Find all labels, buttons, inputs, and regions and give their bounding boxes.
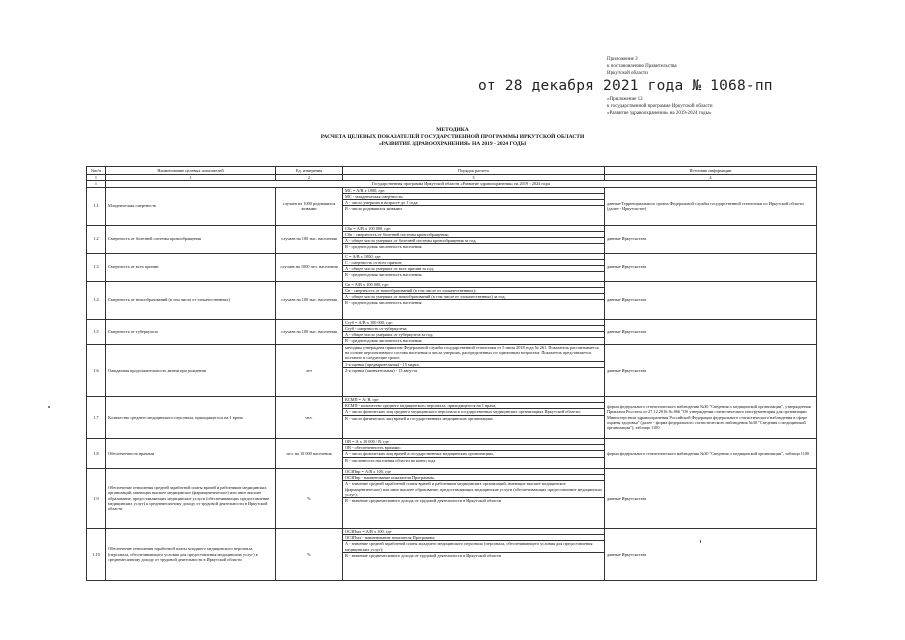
number-cell: 3 <box>343 175 605 181</box>
calc-cell <box>343 281 605 319</box>
table-row <box>87 438 817 468</box>
decree-date: от 28 декабря 2021 года № 1068-пп <box>478 78 773 94</box>
calc-line: методика утверждена приказом Федеральной службы государственной статистики от 5 июля 2018 года № 261. Показатель рассчитывается на основе перспективного состава населения и числа умерших, распределенных по одиночным возрастам. Показатель представляется поэтапно в следующие сроки: <box>345 344 599 361</box>
calc-line: В - среднегодовая численность населения <box>343 299 604 305</box>
calc-line: В - значение среднемесячного дохода от трудовой деятельности в Иркутской области <box>343 552 604 558</box>
appendix-line: Приложение 3 <box>607 57 638 62</box>
calc-line: А - общее число умерших от всех причин за год; <box>343 265 604 271</box>
section-number: 1 <box>87 181 106 187</box>
appendix-line: к постановлению Правительства <box>607 64 677 69</box>
appendix-line: Иркутской области <box>607 71 648 76</box>
indicator-name: Смертность от всех причин <box>106 253 276 281</box>
calc-cell <box>343 396 605 438</box>
unit-cell: % <box>276 528 343 580</box>
calc-line: Сбк - смертность от болезней системы кровообращения; <box>343 231 604 237</box>
row-number: 1.2 <box>87 225 106 253</box>
source-cell: данные Иркутскстата <box>605 528 817 580</box>
calc-line: Сбк = А/В х 100 000, где: <box>345 225 392 231</box>
header-cell: Ед. измерения <box>276 167 343 175</box>
calc-cell <box>343 528 605 580</box>
number-cell: 4 <box>605 175 817 181</box>
calc-line: А - значение средней заработной платы врачей и работников медицинских организаций, имеющих высшее медицинское (фармацевтическое) или иное высшее образование, предоставляющих медицинские услуги (обеспечивающих предоставление медицинских услуг); <box>343 480 604 497</box>
unit-cell: случаев на 1000 родившихся живыми <box>276 187 343 225</box>
calc-line: Стуб - смертность от туберкулеза; <box>343 325 604 331</box>
calc-cell <box>343 468 605 528</box>
calc-line: В - число родившихся живыми <box>343 205 604 211</box>
number-cell: 1 <box>87 175 106 181</box>
unit-cell: случаев на 100 тыс. населения <box>276 319 343 344</box>
calc-line: В - среднегодовая численность населения <box>343 271 604 277</box>
calc-line: С - смертность от всех причин; <box>343 259 604 265</box>
section-title: Государственная программа Иркутской области «Развитие здравоохранения» на 2019 - 2024 годы <box>106 181 817 187</box>
source-cell: данные Иркутскстата <box>605 344 817 396</box>
table-row <box>87 225 817 253</box>
calc-line: ОВ = А х 10 000 / В, где <box>345 438 389 444</box>
table-row <box>87 344 817 396</box>
source-cell: данные Иркутскстата <box>605 468 817 528</box>
calc-line: В - число физических лиц врачей в государственных медицинских организациях <box>343 415 604 421</box>
table-row <box>87 528 817 580</box>
calc-line: А - число умерших в возрасте до 1 года; <box>343 199 604 205</box>
indicator-name: Ожидаемая продолжительность жизни при рождении <box>106 344 276 396</box>
calc-line: А - общее число умерших от новообразований (в том числе от злокачественных) за год; <box>343 293 604 299</box>
unit-cell: чел. на 10 000 населения <box>276 438 343 468</box>
source-cell: форма федерального статистического наблюдения №30 "Сведения о медицинской организации", таблица 1100 <box>605 438 817 468</box>
scan-speck <box>700 540 701 543</box>
calc-line: 2-я оценка (окончательная) - 15 августа <box>343 367 604 373</box>
calc-line: С = А/В х 1000, где: <box>345 253 382 259</box>
table-row <box>87 281 817 319</box>
unit-cell: чел. <box>276 396 343 438</box>
calc-cell <box>343 319 605 344</box>
source-cell: форма федерального статистического наблюдения №30 "Сведения о медицинской организации", утвержденная Приказом Росстата от 27.12.2016 № 866 "Об утверждении статистического инструментария для организации Министерством здравоохранения Российской Федерации федерального статистического наблюдения в сфере охраны здоровья" (далее - форма федерального статистического наблюдения №30 "Сведения о медицинской организации"), таблица 1100 <box>605 396 817 438</box>
row-number: 1.5 <box>87 319 106 344</box>
sub-appendix-line: «Развитие здравоохранения» на 2019-2024 годы» <box>607 111 712 116</box>
calc-line: ОВ - обеспеченность врачами; <box>343 444 604 450</box>
calc-cell <box>343 187 605 225</box>
calc-line: КСМП - количество среднего медицинского персонала, приходящегося на 1 врача, <box>343 402 604 408</box>
calc-cell <box>343 253 605 281</box>
source-cell: данные Иркутскстата <box>605 225 817 253</box>
header-cell: Источник информации <box>605 167 817 175</box>
table-row <box>87 319 817 344</box>
sub-appendix-line: к государственной программе Иркутской области <box>607 104 713 109</box>
calc-line: А - число физических лиц среднего медицинского персонала в государственных медицинских организациях Иркутской области; <box>343 408 604 414</box>
row-number: 1.3 <box>87 253 106 281</box>
calc-line: ОСЗПмл - наименование показателя Программы; <box>343 534 604 540</box>
row-number: 1.4 <box>87 281 106 319</box>
calc-line: В - среднегодовая численность населения <box>343 243 604 249</box>
row-number: 1.8 <box>87 438 106 468</box>
calc-line: МС = А/В х 1000, где: <box>345 187 386 193</box>
unit-cell: случаев на 100 тыс. населения <box>276 281 343 319</box>
indicator-name: Смертность от новообразований (в том числе от злокачественных) <box>106 281 276 319</box>
indicator-name: Обеспеченность врачами <box>106 438 276 468</box>
calc-line: Стуб = А/В х 100 000, где: <box>345 319 393 325</box>
calc-line: А - общее число умерших от туберкулеза за год; <box>343 331 604 337</box>
calc-cell <box>343 344 605 396</box>
source-cell: данные Иркутскстата <box>605 319 817 344</box>
number-cell: 2 <box>276 175 343 181</box>
doc-subtitle-2: «РАЗВИТИЕ ЗДРАВООХРАНЕНИЯ» НА 2019 - 2024 ГОДЫ <box>378 141 527 147</box>
unit-cell: случаев на 100 тыс. населения <box>276 225 343 253</box>
sub-appendix-line: «Приложение 12 <box>607 97 643 102</box>
indicator-name: Количество среднего медицинского персонала, приходящегося на 1 врача <box>106 396 276 438</box>
unit-cell: лет <box>276 344 343 396</box>
calc-line: В - среднегодовая численность населения <box>343 337 604 343</box>
calc-line: Сн = А/В х 100 000, где: <box>345 281 390 287</box>
calc-line: Сн - смертность от новообразований (в том числе от злокачественных); <box>343 287 604 293</box>
calc-line: ОСЗПмл = А/В х 100, где <box>345 528 392 534</box>
table-row <box>87 187 817 225</box>
calc-line: А - число физических лиц врачей в государственных медицинских организациях, <box>343 450 604 456</box>
doc-title: МЕТОДИКА <box>436 127 469 133</box>
calc-line: ОСЗПвр = А/В х 100, где <box>345 468 391 474</box>
calc-cell <box>343 225 605 253</box>
row-number: 1.1 <box>87 187 106 225</box>
source-cell: данные Иркутскстата <box>605 281 817 319</box>
indicator-name: Обеспечение отношения заработной платы младшего медицинского персонала (персонала, обеспечивающего условия для предоставления медицинских услуг) к среднемесячному доходу от трудовой деятельности в Иркутской области <box>106 528 276 580</box>
indicator-name: Смертность от болезней системы кровообращения <box>106 225 276 253</box>
unit-cell: случаев на 1000 чел. населения <box>276 253 343 281</box>
header-cell: Наименование целевых показателей <box>106 167 276 175</box>
table-header-row <box>87 167 817 175</box>
header-cell: Порядок расчета <box>343 167 605 175</box>
source-cell: данные Территориального органа Федеральной службы государственной статистики по Иркутской области (далее - Иркутскстат) <box>605 187 817 225</box>
source-cell: данные Иркутскстата <box>605 253 817 281</box>
calc-line: 1-я оценка (предварительная) - 15 марта, <box>343 361 604 367</box>
calc-line: В - численность населения области на конец года <box>343 457 604 463</box>
table-row <box>87 468 817 528</box>
header-cell: №п/п <box>87 167 106 175</box>
indicator-name: Младенческая смертность <box>106 187 276 225</box>
calc-line: КСМП = А/ В, где: <box>345 396 380 402</box>
row-number: 1.9 <box>87 468 106 528</box>
calc-line: МС - младенческая смертность; <box>343 193 604 199</box>
row-number: 1.6 <box>87 344 106 396</box>
calc-line: А - значение средней заработной платы младшего медицинского персонала (персонала, обеспечивающего условия для предоставления медицинских услуг); <box>343 540 604 552</box>
indicator-name: Смертность от туберкулеза <box>106 319 276 344</box>
table-row <box>87 253 817 281</box>
row-number: 1.10 <box>87 528 106 580</box>
calc-line: ОСЗПвр - наименование показателя Программы; <box>343 474 604 480</box>
doc-subtitle: РАСЧЕТА ЦЕЛЕВЫХ ПОКАЗАТЕЛЕЙ ГОСУДАРСТВЕННОЙ ПРОГРАММЫ ИРКУТСКОЙ ОБЛАСТИ <box>320 134 585 140</box>
calc-cell <box>343 438 605 468</box>
unit-cell: % <box>276 468 343 528</box>
calc-line: В - значение среднемесячного дохода от трудовой деятельности в Иркутской области <box>343 497 604 503</box>
calc-line: А - общее число умерших от болезней системы кровообращения за год; <box>343 237 604 243</box>
indicators-table <box>86 166 817 581</box>
indicator-name: Обеспечение отношения средней заработной платы врачей и работников медицинских организаций, имеющих высшее медицинское (фармацевтическое) или иное высшее образование, предоставляющих медицинские услуги (обеспечивающих предоставление медицинских услуг) к среднемесячному доходу от трудовой деятельности в Иркутской области <box>106 468 276 528</box>
row-number: 1.7 <box>87 396 106 438</box>
number-cell: 1 <box>106 175 276 181</box>
scan-speck <box>48 406 50 408</box>
table-row <box>87 396 817 438</box>
